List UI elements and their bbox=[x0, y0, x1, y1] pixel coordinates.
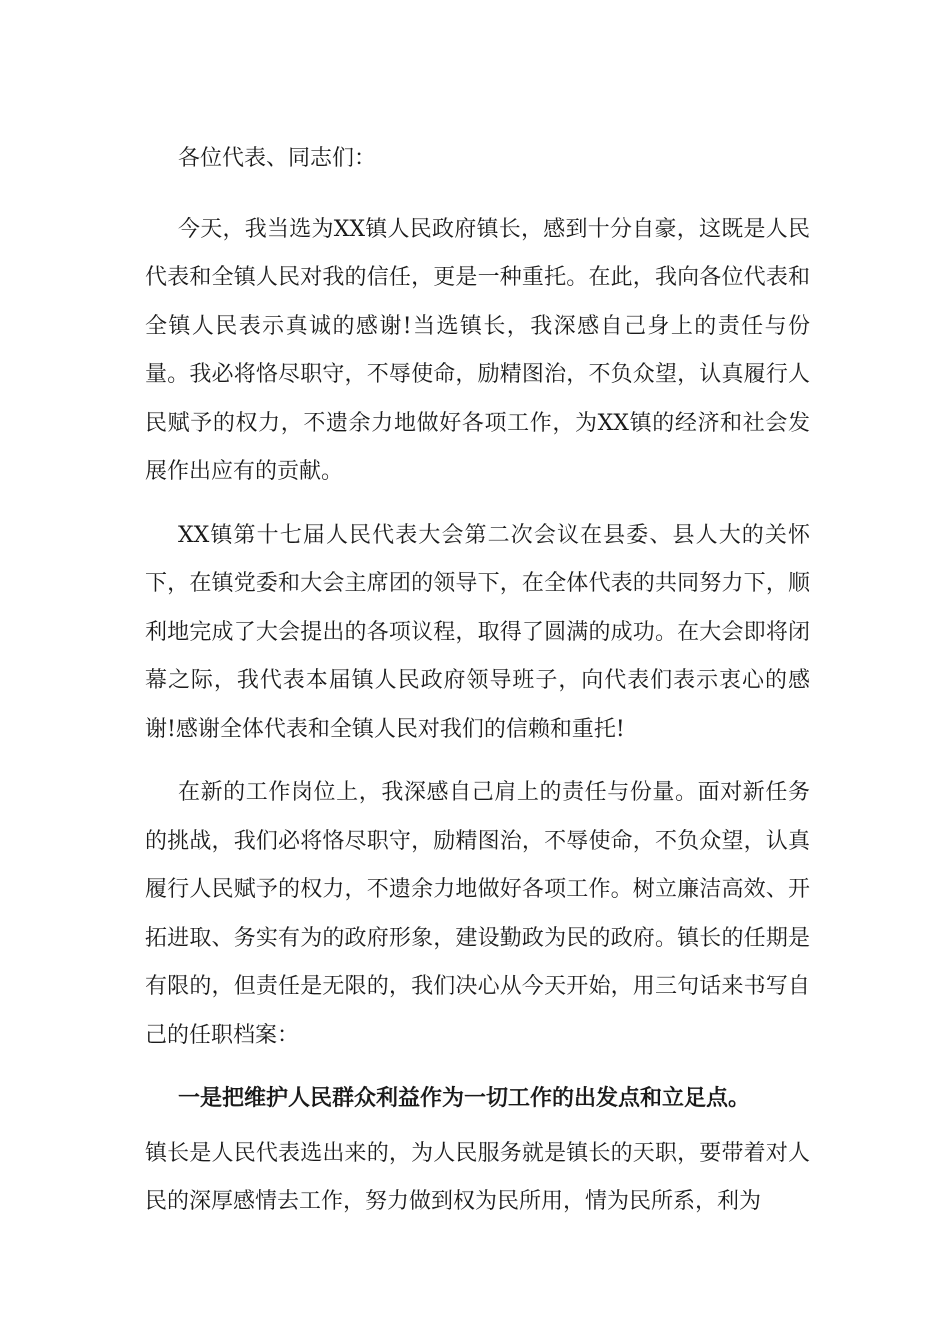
paragraph-point-one: 镇长是人民代表选出来的，为人民服务就是镇长的天职，要带着对人民的深厚感情去工作，努力做到权为民所用，情为民所系，利为 bbox=[145, 1140, 810, 1214]
paragraph-congress: XX镇第十七届人民代表大会第二次会议在县委、县人大的关怀下，在镇党委和大会主席团的领导下，在全体代表的共同努力下，顺利地完成了大会提出的各项议程，取得了圆满的成功。在大会即将闭幕之际，我代表本届镇人民政府领导班子，向代表们表示衷心的感谢!感谢全体代表和全镇人民对我们的信赖和重托! bbox=[145, 522, 810, 742]
heading-point-one: 一是把维护人民群众利益作为一切工作的出发点和立足点。 bbox=[178, 1086, 751, 1111]
salutation: 各位代表、同志们： bbox=[178, 146, 377, 171]
paragraph-acceptance: 今天，我当选为XX镇人民政府镇长，感到十分自豪，这既是人民代表和全镇人民对我的信任，更是一种重托。在此，我向各位代表和全镇人民表示真诚的感谢!当选镇长，我深感自己身上的责任与份量。我必将恪尽职守，不辱使命，励精图治，不负众望，认真履行人民赋予的权力，不遗余力地做好各项工作，为XX镇的经济和社会发展作出应有的贡献。 bbox=[145, 216, 810, 484]
paragraph-new-post: 在新的工作岗位上，我深感自己肩上的责任与份量。面对新任务的挑战，我们必将恪尽职守，励精图治，不辱使命，不负众望，认真履行人民赋予的权力，不遗余力地做好各项工作。树立廉洁高效、开拓进取、务实有为的政府形象，建设勤政为民的政府。镇长的任期是有限的，但责任是无限的，我们决心从今天开始，用三句话来书写自己的任职档案： bbox=[145, 780, 810, 1048]
document-body bbox=[145, 135, 810, 1242]
